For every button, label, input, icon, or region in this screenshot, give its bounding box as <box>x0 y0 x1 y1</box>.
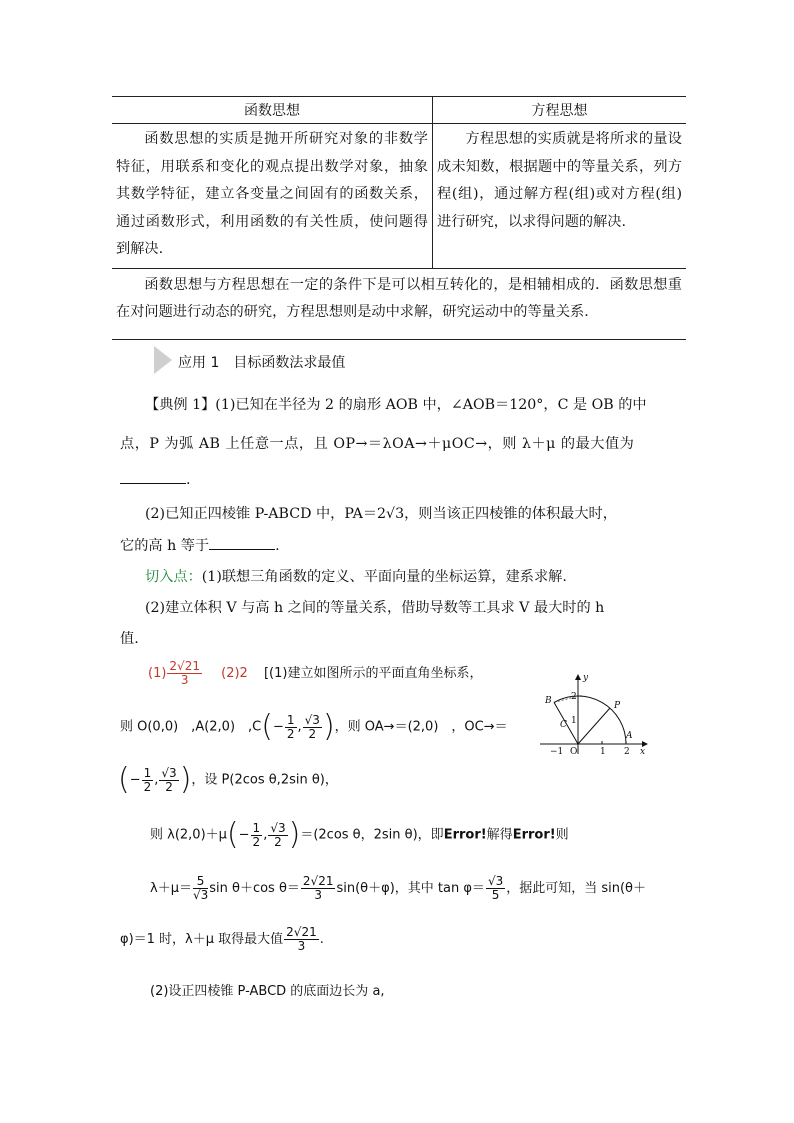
y-tick-label-2: 2 <box>571 692 577 702</box>
example-label: 【典例 1】 <box>145 397 216 413</box>
answer-1: (1) $\frac{2√21}{3}$ <box>148 659 200 687</box>
point-P-label: P <box>614 701 621 711</box>
x-tick-label-1: 1 <box>600 747 606 756</box>
origin-label: O <box>570 747 578 756</box>
col2-text: 方程思想的实质就是将所求的量设成未知数，根据题中的等量关系，列方程(组)，通过解方程(组)或对方程(组)进行研究，以求得问题的解决. <box>433 124 687 269</box>
solution-line-5: λ＋μ＝ $\frac{5}{√3}$ sin θ＋cos θ＝ $\frac{2√21}{3}$ sin(θ＋φ)，其中 tan φ＝ $\frac{√3}{5}$ ，据此可知，当 sin(θ＋ <box>150 874 647 902</box>
solution-line-3: (− $\frac{1}{2}$ , $\frac{√3}{2}$ )，设 P(2cos θ,2sin θ)， <box>118 762 338 797</box>
comparison-table <box>112 96 686 326</box>
solution-line-7: (2)设正四棱锥 P-ABCD 的底面边长为 a, <box>150 984 385 999</box>
y-axis-label: y <box>583 673 589 683</box>
y-tick-label-1: 1 <box>571 716 577 726</box>
coordinate-figure <box>538 672 650 756</box>
solution-line-6: φ)＝1 时，λ＋μ 取得最大值 $\frac{2√21}{3}$ . <box>120 925 324 953</box>
point-C-label: C <box>560 720 567 730</box>
solution-line-4: 则 λ(2,0)＋μ(− $\frac{1}{2}$ , $\frac{√3}{2}$ )＝(2cos θ，2sin θ)，即Error!解得Error!则 <box>150 817 569 852</box>
col1-text: 函数思想的实质是抛开所研究对象的非数学特征，用联系和变化的观点提出数学对象，抽象其数学特征，建立各变量之间固有的函数关系，通过函数形式，利用函数的有关性质，使问题得到解决. <box>116 131 428 257</box>
example-part2-line-2: 它的高 h 等于 . <box>120 538 280 554</box>
x-axis-label: x <box>640 747 646 756</box>
example-line-2: 点，P 为弧 AB 上任意一点，且 OP→＝λOA→＋μOC→，则 λ＋μ 的最大值为 <box>120 436 635 452</box>
col1-header: 函数思想 <box>112 97 433 124</box>
section-title: 应用 1 目标函数法求最值 <box>178 355 346 371</box>
hint-line-2: (2)建立体积 V 与高 h 之间的等量关系，借助导数等工具求 V 最大时的 h <box>145 600 605 616</box>
solution-line-1: (1) $\frac{2√21}{3}$ (2)2 [(1)建立如图所示的平面直角坐标系， <box>148 659 483 687</box>
example-part2-line-1: (2)已知正四棱锥 P-ABCD 中，PA＝2√3，则当该正四棱锥的体积最大时， <box>145 506 617 522</box>
summary-text: 函数思想与方程思想在一定的条件下是可以相互转化的，是相辅相成的．函数思想重在对问题进行动态的研究，方程思想则是动中求解，研究运动中的等量关系. <box>116 276 682 320</box>
section-marker-icon <box>154 346 172 374</box>
example-line-1: 【典例 1】(1)已知在半径为 2 的扇形 AOB 中，∠AOB＝120°，C 是 OB 的中 <box>145 397 647 413</box>
answer-2: (2)2 <box>221 666 248 681</box>
hint-line-3: 值. <box>120 631 139 647</box>
answer-blank-1 <box>120 482 186 484</box>
point-B-label: B <box>545 696 552 706</box>
y-axis-arrow-icon <box>575 674 581 680</box>
answer-blank-2 <box>209 548 275 550</box>
solution-line-2: 则 O(0,0) ,A(2,0) ,C(− $\frac{1}{2}$ , $\frac{√3}{2}$ )，则 OA→＝(2,0) ，OC→＝ <box>120 709 508 744</box>
x-tick-label-neg1: −1 <box>550 747 564 756</box>
hint-line-1: 切入点：(1)联想三角函数的定义、平面向量的坐标运算，建系求解. <box>145 569 567 585</box>
example-line-3: . <box>120 472 191 488</box>
x-tick-label-2: 2 <box>624 747 630 756</box>
point-A-label: A <box>626 731 633 741</box>
segment-OP <box>578 708 610 744</box>
section-divider <box>112 339 686 340</box>
hint-label: 切入点： <box>145 569 202 585</box>
col2-header: 方程思想 <box>433 97 687 124</box>
